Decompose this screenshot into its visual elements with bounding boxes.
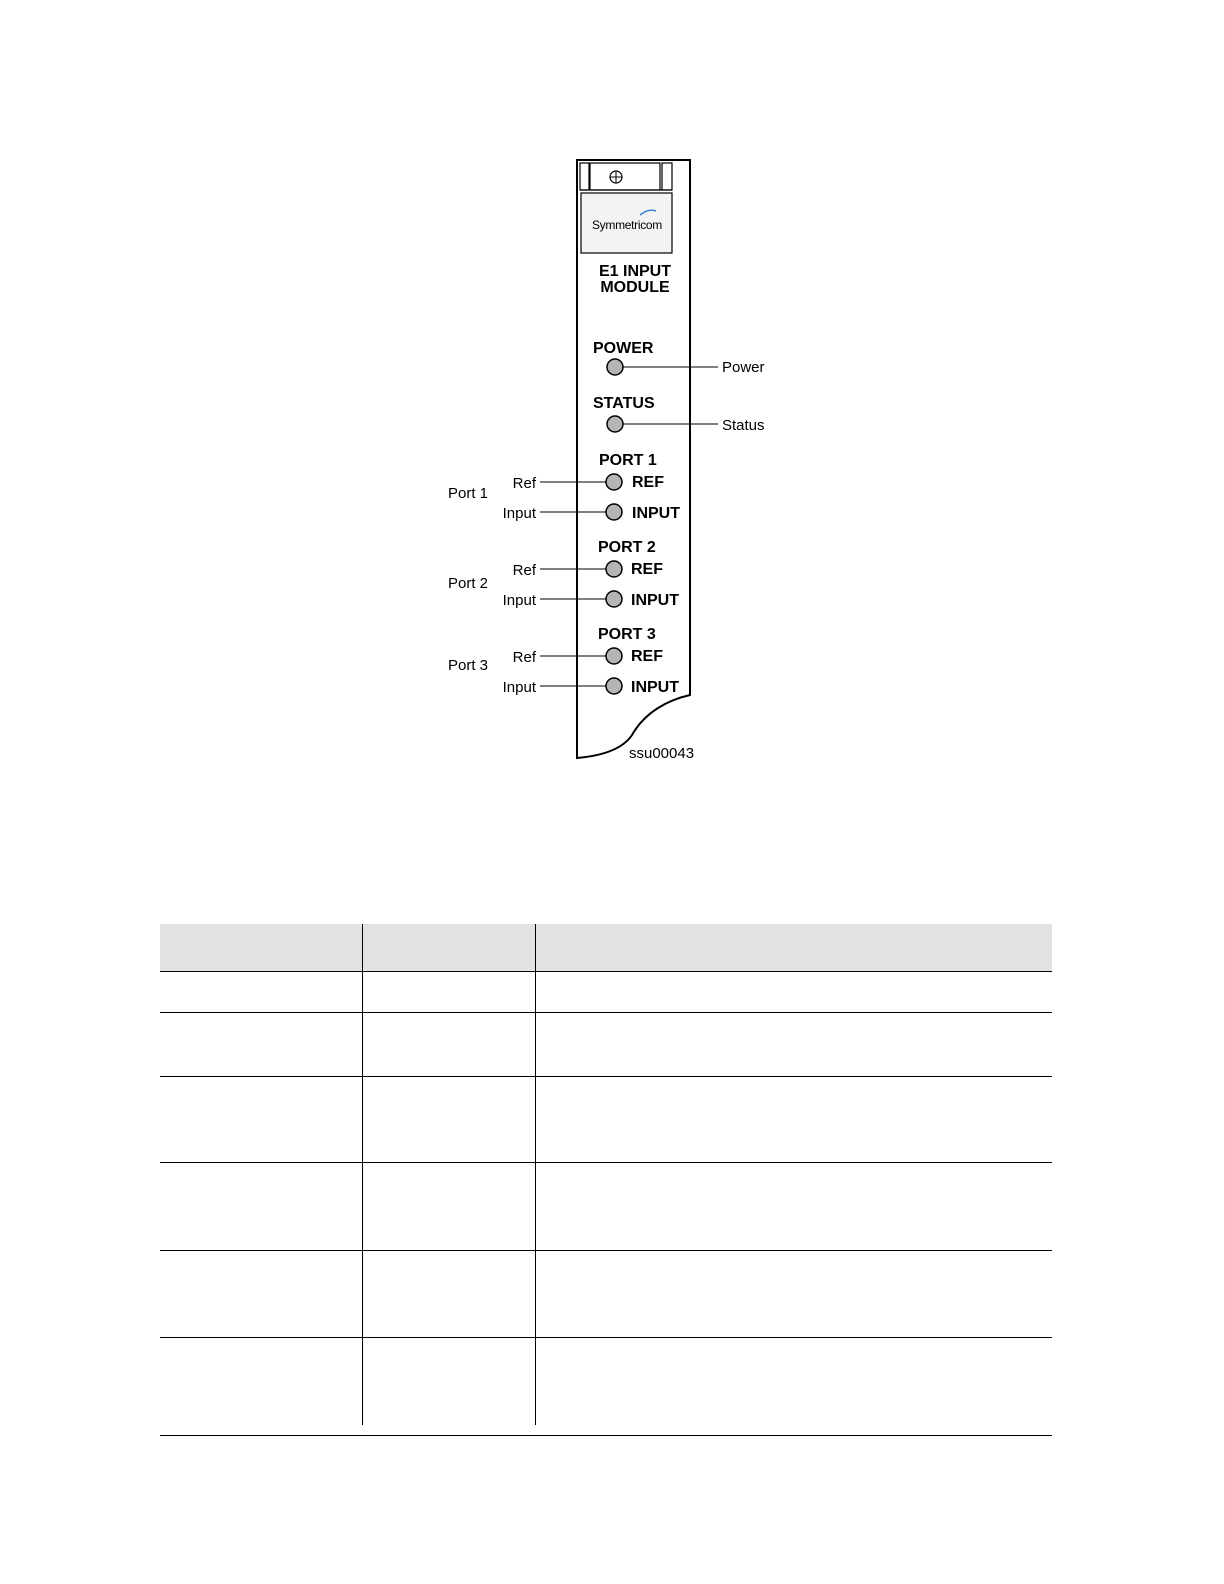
- table-cell: [160, 1013, 362, 1077]
- port2-callout: Port 2: [448, 575, 489, 592]
- module-title-line1: E1 INPUT: [598, 263, 672, 280]
- table-cell: [362, 1013, 535, 1077]
- table-row: [160, 1163, 1052, 1251]
- table-cell: [160, 1251, 362, 1338]
- port1-ref-led: [606, 474, 622, 490]
- port2-ref-callout: Ref: [512, 562, 536, 579]
- table-row: [160, 1338, 1052, 1425]
- port3-input-led: [606, 678, 622, 694]
- brand-logo: Symmetricom: [591, 218, 663, 232]
- port1-input-callout: Input: [502, 505, 536, 522]
- port1-input-led: [606, 504, 622, 520]
- power-label: POWER: [593, 340, 654, 357]
- table-cell: [535, 1338, 1052, 1425]
- port3-ref-label: REF: [631, 648, 663, 665]
- table-cell: [535, 972, 1052, 1013]
- port3-ref-led: [606, 648, 622, 664]
- led-description-table: [160, 924, 1052, 1425]
- port2-ref-led: [606, 561, 622, 577]
- power-callout: Power: [722, 359, 765, 376]
- port2-input-label: INPUT: [631, 592, 679, 609]
- table-cell: [362, 1163, 535, 1251]
- port3-label: PORT 3: [598, 626, 656, 643]
- table-row: [160, 1077, 1052, 1163]
- port2-label: PORT 2: [598, 539, 656, 556]
- table-cell: [362, 1338, 535, 1425]
- table-cell: [160, 972, 362, 1013]
- table-cell: [535, 1163, 1052, 1251]
- port3-ref-callout: Ref: [512, 649, 536, 666]
- table-header-row: [160, 924, 1052, 972]
- port3-input-callout: Input: [502, 679, 536, 696]
- table-row: [160, 1013, 1052, 1077]
- status-callout: Status: [722, 417, 765, 434]
- table-cell: [535, 1251, 1052, 1338]
- table-cell: [160, 1163, 362, 1251]
- port2-input-led: [606, 591, 622, 607]
- port3-input-label: INPUT: [631, 679, 679, 696]
- table-cell: [160, 1338, 362, 1425]
- table-header-cell: [160, 924, 362, 972]
- table-cell: [160, 1077, 362, 1163]
- table-row: [160, 972, 1052, 1013]
- figure-id: ssu00043: [629, 745, 695, 762]
- table-header-cell: [362, 924, 535, 972]
- status-led: [607, 416, 623, 432]
- port2-input-callout: Input: [502, 592, 536, 609]
- table-row: [160, 1251, 1052, 1338]
- port2-ref-label: REF: [631, 561, 663, 578]
- table-cell: [362, 1251, 535, 1338]
- module-title-line2: MODULE: [600, 279, 670, 296]
- table-header-cell: [535, 924, 1052, 972]
- table-cell: [535, 1013, 1052, 1077]
- port1-callout: Port 1: [448, 485, 489, 502]
- power-led: [607, 359, 623, 375]
- table-cell: [535, 1077, 1052, 1163]
- port1-ref-callout: Ref: [512, 475, 536, 492]
- port3-callout: Port 3: [448, 657, 489, 674]
- port1-ref-label: REF: [632, 474, 664, 491]
- table-cell: [362, 1077, 535, 1163]
- table-bottom-rule: [160, 1435, 1052, 1436]
- port1-label: PORT 1: [599, 452, 657, 469]
- panel-screw-icon: [610, 171, 622, 183]
- status-label: STATUS: [593, 395, 655, 412]
- port1-input-label: INPUT: [632, 505, 680, 522]
- table-cell: [362, 972, 535, 1013]
